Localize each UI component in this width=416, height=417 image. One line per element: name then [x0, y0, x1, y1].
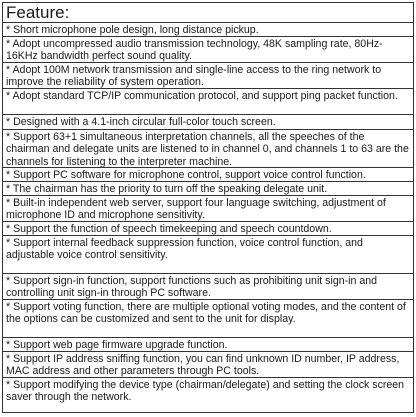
feature-row: * Designed with a 4.1-inch circular full-color touch screen.	[3, 115, 413, 130]
feature-row: * Support voting function, there are multiple optional voting modes, and the content of the options can be customized and sent to the unit for display.	[3, 300, 413, 338]
feature-row: * Adopt 100M network transmission and single-line access to the ring network to improve the reliability of system operation.	[3, 63, 413, 89]
feature-row: * Support modifying the device type (chairman/delegate) and setting the clock screen saver through the network.	[6, 379, 405, 404]
feature-row: * Support the function of speech timekeeping and speech countdown.	[3, 222, 413, 236]
feature-row: * Support sign-in function, support functions such as prohibiting unit sign-in and controlling unit sign-in through PC software.	[3, 274, 413, 300]
feature-row: * Support internal feedback suppression function, voice control function, and adjustable voice control sensitivity.	[3, 236, 413, 274]
feature-row: * Support web page firmware upgrade function.	[3, 338, 413, 352]
feature-row: * Support PC software for microphone control, support voice control function.	[3, 168, 413, 182]
feature-row: * Adopt uncompressed audio transmission technology, 48K sampling rate, 80Hz-16KHz bandwidth perfect sound quality.	[3, 37, 413, 63]
feature-row: * Support IP address sniffing function, you can find unknown ID number, IP address, MAC address and other parameters through PC tools.	[3, 352, 413, 378]
feature-heading: Feature:	[3, 3, 413, 23]
feature-row: * Adopt standard TCP/IP communication protocol, and support ping packet function.	[3, 89, 413, 115]
feature-row: * The chairman has the priority to turn off the speaking delegate unit.	[3, 182, 413, 196]
feature-row: * Support 63+1 simultaneous interpretation channels, all the speeches of the chairman and delegate units are listened to in channel 0, and channels 1 to 63 are the channels for listening to the interpreter machine.	[3, 130, 413, 168]
feature-row: * Short microphone pole design, long distance pickup.	[3, 23, 413, 37]
feature-table	[2, 2, 414, 413]
feature-row: * Built-in independent web server, support four language switching, adjustment of microphone ID and microphone sensitivity.	[3, 196, 413, 222]
